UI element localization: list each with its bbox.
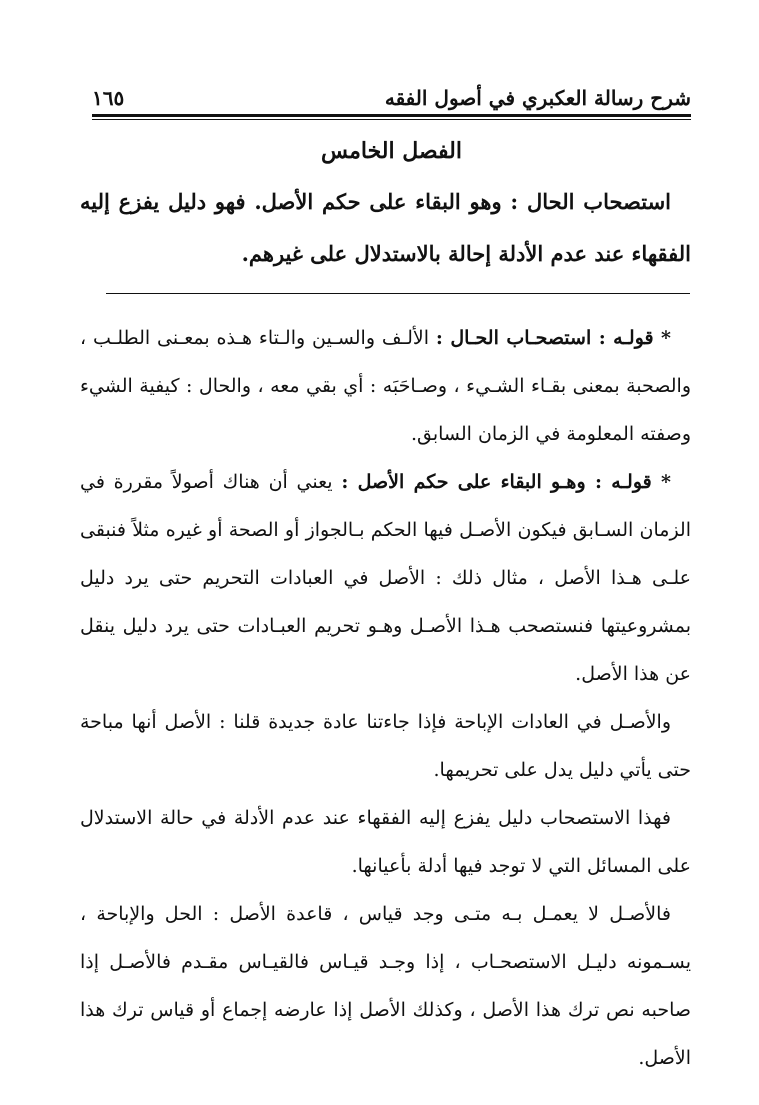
header-title: شرح رسالة العكبري في أصول الفقه (384, 86, 691, 110)
commentary (80, 314, 691, 1082)
commentary-paragraph (80, 890, 691, 1082)
page-number: ١٦٥ (92, 86, 125, 110)
main-text (80, 176, 691, 280)
quoted-phrase: * قولـه : وهـو البقاء على حكم الأصل : (341, 471, 671, 493)
commentary-paragraph (80, 794, 691, 890)
running-header (92, 80, 691, 114)
commentary-paragraph (80, 698, 691, 794)
header-rule-thin (92, 119, 691, 120)
header-rule-thick (92, 114, 691, 117)
commentary-text: الألـف والسـين والـتاء هـذه بمعـنى الطلـب ، والصحبة بمعنى بقـاء الشـيء ، وصـاحَبَه : أي بقي معه ، والحال : كيفية الشيء وصفته المعلومة في الزمان السابق. (80, 327, 691, 445)
commentary-paragraph (80, 458, 691, 698)
commentary-text: والأصـل في العادات الإباحة فإذا جاءتنا عادة جديدة قلنا : الأصل أنها مباحة حتى يأتي دليل يدل على تحريمها. (80, 711, 691, 781)
commentary-text: فهذا الاستصحاب دليل يفزع إليه الفقهاء عند عدم الأدلة في حالة الاستدلال على المسائل التي لا توجد فيها أدلة بأعيانها. (80, 807, 691, 877)
commentary-text: فالأصـل لا يعمـل بـه متـى وجد قياس ، قاعدة الأصل : الحل والإباحة ، يسـمونه دليـل الاستصحـاب ، إذا وجـد قيـاس فالقيـاس مقـدم فالأصـل إذا صاحبه نص ترك هذا الأصل ، وكذلك الأصل إذا عارضه إجماع أو قياس ترك هذا الأصل. (80, 903, 691, 1069)
main-paragraph: استصحاب الحال : وهو البقاء على حكم الأصل. فهو دليل يفزع إليه الفقهاء عند عدم الأدلة إحالة بالاستدلال على غيرهم. (80, 189, 691, 266)
quoted-phrase: * قولـه : استصحـاب الحـال : (435, 327, 671, 349)
chapter-title: الفصل الخامس (321, 138, 462, 164)
commentary-paragraph (80, 314, 691, 458)
separator-rule (106, 293, 690, 294)
commentary-text: يعني أن هناك أصولاً مقررة في الزمان السـابق فيكون الأصـل فيها الحكم بـالجواز أو الصحة أو غيره مثلاً فنبقى علـى هـذا الأصل ، مثال ذلك : الأصل في العبادات التحريم حتى يرد دليل بمشروعيتها فنستصحب هـذا الأصـل وهـو تحريم العبـادات حتى يرد دليل ينقل عن هذا الأصل. (80, 471, 691, 685)
